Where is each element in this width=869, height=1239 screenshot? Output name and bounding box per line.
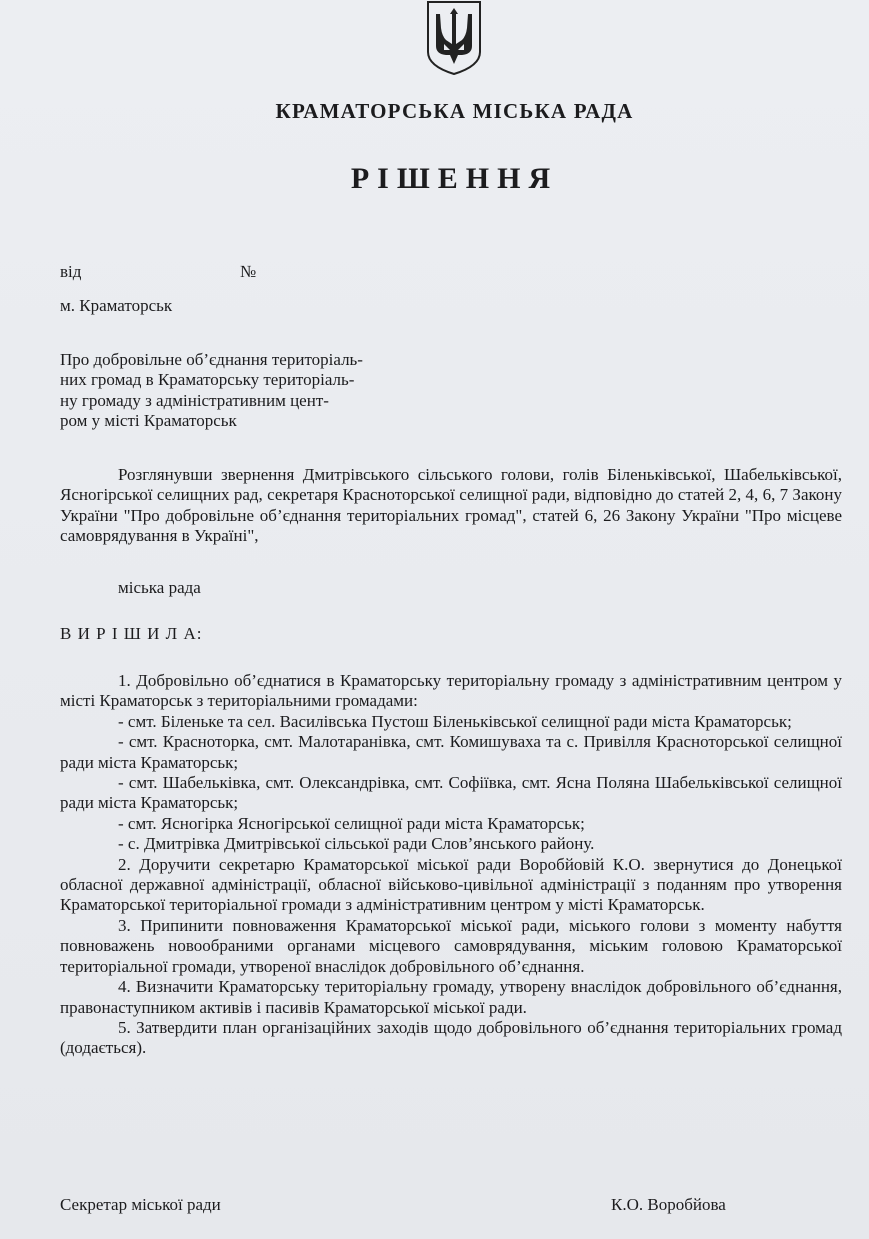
item-5: 5. Затвердити план організаційних заходів щодо добровільного об’єднання територіальних громад (додається).: [60, 1017, 842, 1058]
resolution-items: [60, 671, 842, 1059]
city-label: м. Краматорськ: [60, 296, 173, 315]
list-item: - смт. Красноторка, смт. Малотаранівка, смт. Комишуваха та с. Привілля Красноторської селищної ради міста Краматорськ;: [60, 732, 842, 772]
item-2: 2. Доручити секретарю Краматорської міської ради Воробйовій К.О. звернутися до Донецької обласної державної адміністрації, обласної військово-цивільної адміністрації з поданням про утворення Краматорської територіальної громади з адміністративним центром у місті Краматорськ.: [60, 854, 842, 915]
subject-line: ну громаду з адміністративним цент-: [60, 390, 329, 410]
list-item: - с. Дмитрівка Дмитрівської сільської ради Слов’янського району.: [118, 834, 595, 854]
signature-title: Секретар міської ради: [60, 1195, 221, 1214]
preamble: [60, 465, 842, 547]
list-item: - смт. Шабельківка, смт. Олександрівка, смт. Софіївка, смт. Ясна Поляна Шабельківської селищної ради міста Краматорськ;: [60, 773, 842, 813]
decision-subject: [60, 350, 363, 432]
trident-emblem-icon: [424, 0, 484, 76]
item-4: 4. Визначити Краматорську територіальну громаду, утворену внаслідок добровільного об’єднання, правонаступником активів і пасивів Краматорської міської ради.: [60, 977, 842, 1017]
subject-line: ром у місті Краматорськ: [60, 411, 237, 431]
list-item: - смт. Ясногірка Ясногірської селищної ради міста Краматорськ;: [118, 813, 585, 833]
subject-line: Про добровільне об’єднання територіаль-: [60, 350, 363, 369]
list-item: - смт. Біленьке та сел. Василівська Пустош Біленьківської селищної ради міста Краматорськ;: [118, 711, 792, 731]
council-title: КРАМАТОРСЬКА МІСЬКА РАДА: [275, 99, 634, 123]
subject-line: них громад в Краматорську територіаль-: [60, 370, 355, 390]
number-label: №: [240, 262, 257, 281]
document-type-title: РІШЕННЯ: [350, 162, 559, 195]
signature-name: К.О. Воробйова: [611, 1195, 726, 1214]
preamble-text: Розглянувши звернення Дмитрівського сільського голови, голів Біленьківської, Шабельківської, Ясногірської селищних рад, секретаря Красноторської селищної ради, відповідно до статей 2, 4, 6, 7 Закону України "Про добровільне об’єднання територіальних громад", статей 6, 26 Закону України "Про місцеве самоврядування в Україні",: [60, 465, 842, 546]
resolved-heading: В И Р І Ш И Л А:: [60, 624, 203, 643]
item-1: 1. Добровільно об’єднатися в Краматорську територіальну громаду з адміністративним центром у місті Краматорськ з територіальними громадами:: [60, 671, 842, 711]
council-label: міська рада: [118, 578, 201, 597]
item-3: 3. Припинити повноваження Краматорської міської ради, міського голови з моменту набуття повноважень новообраними органами місцевого самоврядування, міським головою Краматорської територіальної громади, утвореної внаслідок добровільного об’єднання.: [60, 915, 842, 976]
date-label: від: [60, 262, 82, 281]
